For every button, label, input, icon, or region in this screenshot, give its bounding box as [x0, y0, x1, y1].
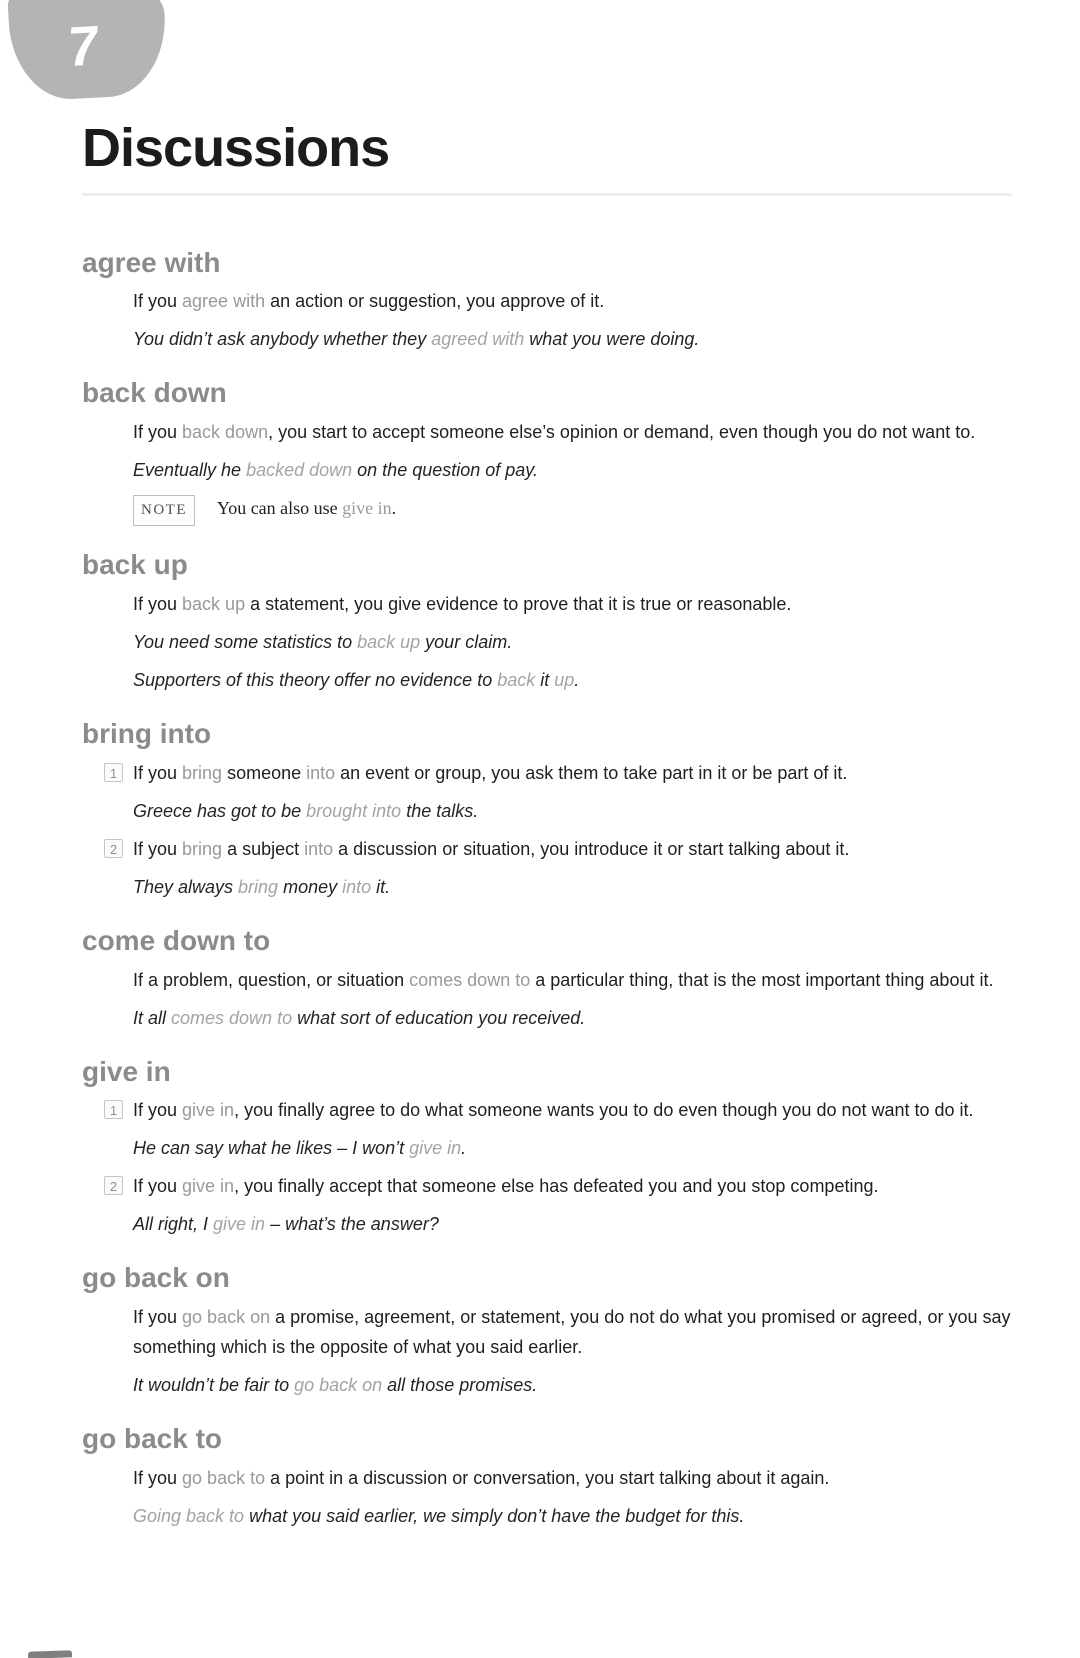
scan-corner-artifact: [28, 1650, 72, 1658]
entry-agree-with: [82, 248, 1080, 355]
text-segment: a statement, you give evidence to prove that it is true or reasonable.: [245, 594, 792, 615]
definition-text: [133, 758, 1012, 788]
text-segment: Eventually he: [133, 460, 247, 481]
text-segment: You can also use: [217, 498, 343, 519]
chapter-number-badge: [7, 0, 168, 102]
text-segment: a promise, agreement, or statement, you do not do what you promised or agreed, or you say something which is the opposite of what you said earlier.: [133, 1307, 1011, 1358]
entry-body: [82, 286, 1012, 354]
text-segment: .: [574, 670, 580, 691]
entry-body: [82, 965, 1012, 1033]
phrasal-verb-highlight: bring: [182, 838, 223, 859]
sense-row: [82, 1302, 1012, 1362]
phrasal-verb-highlight: back: [497, 670, 536, 691]
text-segment: a particular thing, that is the most important thing about it.: [530, 969, 994, 990]
entry-go-back-to: [82, 1424, 1080, 1531]
text-segment: All right, I: [133, 1214, 214, 1235]
text-segment: If you: [133, 762, 183, 783]
entry-body: [82, 1095, 1012, 1239]
text-segment: , you start to accept someone else’s opinion or demand, even though you do not want to.: [268, 422, 976, 443]
phrasal-verb-highlight: give in: [182, 1176, 235, 1197]
entry-give-in: [82, 1057, 1080, 1240]
text-segment: what you said earlier, we simply don’t have the budget for this.: [244, 1506, 745, 1527]
entry-body: [82, 589, 1012, 695]
definition-text: [133, 1171, 1012, 1201]
phrasal-verb-highlight: into: [306, 762, 336, 783]
entry-headword: go back to: [82, 1423, 223, 1455]
entry-headword: give in: [82, 1055, 171, 1087]
phrasal-verb-highlight: into: [304, 838, 334, 859]
text-segment: – what’s the answer?: [265, 1214, 439, 1235]
entry-body: [82, 1302, 1012, 1400]
entry-bring-into: [82, 719, 1080, 902]
text-segment: a point in a discussion or conversation, you start talking about it again.: [265, 1468, 830, 1489]
text-segment: If you: [133, 594, 183, 615]
text-segment: a subject: [222, 838, 305, 859]
text-segment: it.: [371, 876, 391, 897]
entry-headword: back down: [82, 377, 227, 409]
phrasal-verb-highlight: give in: [409, 1138, 462, 1159]
sense-row: [82, 1171, 1012, 1201]
note-text: [217, 493, 396, 523]
example-sentence: [133, 1133, 1012, 1163]
example-sentence: [133, 324, 1012, 354]
text-segment: Greece has got to be: [133, 800, 307, 821]
entry-go-back-on: [82, 1263, 1080, 1400]
text-segment: on the question of pay.: [352, 460, 538, 481]
definition-text: [133, 834, 1012, 864]
definition-text: [133, 417, 1012, 447]
text-segment: It all: [133, 1007, 172, 1028]
phrasal-verb-highlight: go back to: [182, 1468, 266, 1489]
text-segment: .: [461, 1138, 467, 1159]
example-sentence: [133, 796, 1012, 826]
text-segment: They always: [133, 876, 239, 897]
entry-headword: back up: [82, 549, 188, 581]
sense-row: [82, 834, 1012, 864]
entry-headword: come down to: [82, 924, 271, 956]
text-segment: your claim.: [420, 632, 513, 653]
text-segment: all those promises.: [382, 1375, 538, 1396]
text-segment: money: [278, 876, 343, 897]
sense-row: [82, 1463, 1012, 1493]
phrasal-verb-highlight: go back on: [182, 1307, 271, 1328]
text-segment: If you: [133, 422, 183, 443]
sense-row: [82, 965, 1012, 995]
text-segment: He can say what he likes – I won’t: [133, 1138, 410, 1159]
phrasal-verb-highlight: back up: [182, 594, 246, 615]
phrasal-verb-highlight: backed down: [246, 460, 353, 481]
entry-headword: go back on: [82, 1262, 230, 1294]
entry-back-up: [82, 550, 1080, 695]
text-segment: a discussion or situation, you introduce it or start talking about it.: [333, 838, 850, 859]
definition-text: [133, 965, 1012, 995]
definition-text: [133, 286, 1012, 316]
phrasal-verb-highlight: brought into: [306, 800, 402, 821]
text-segment: , you finally accept that someone else has defeated you and you stop competing.: [234, 1176, 879, 1197]
entry-headword: agree with: [82, 246, 221, 278]
example-sentence: [133, 1501, 1012, 1531]
phrasal-verb-highlight: agreed with: [431, 329, 525, 350]
example-sentence: [133, 455, 1012, 485]
text-segment: If you: [133, 1100, 183, 1121]
note-row: [133, 493, 1012, 526]
entry-list: [82, 248, 1080, 1531]
text-segment: You need some statistics to: [133, 632, 358, 653]
entry-body: [82, 417, 1012, 526]
definition-text: [133, 589, 1012, 619]
phrasal-verb-highlight: up: [554, 670, 575, 691]
sense-row: [82, 417, 1012, 447]
entry-back-down: [82, 378, 1080, 526]
text-segment: If you: [133, 291, 183, 312]
sense-number-box: 1: [104, 1100, 123, 1119]
definition-text: [133, 1302, 1012, 1362]
title-block: [82, 120, 1012, 196]
example-sentence: [133, 627, 1012, 657]
text-segment: .: [391, 498, 397, 519]
phrasal-verb-highlight: back down: [182, 422, 269, 443]
phrasal-verb-highlight: bring: [182, 762, 223, 783]
entry-body: [82, 758, 1012, 902]
text-segment: the talks.: [401, 800, 479, 821]
text-segment: what you were doing.: [524, 329, 700, 350]
phrasal-verb-highlight: give in: [182, 1100, 235, 1121]
phrasal-verb-highlight: agree with: [182, 291, 266, 312]
phrasal-verb-highlight: Going back to: [133, 1506, 245, 1527]
sense-row: [82, 758, 1012, 788]
phrasal-verb-highlight: comes down to: [171, 1007, 293, 1028]
entry-body: [82, 1463, 1012, 1531]
text-segment: If you: [133, 838, 183, 859]
phrasal-verb-highlight: into: [342, 876, 372, 897]
text-segment: , you finally agree to do what someone wants you to do even though you do not want to do it.: [234, 1100, 974, 1121]
note-label-box: NOTE: [133, 495, 195, 526]
sense-row: [82, 286, 1012, 316]
phrasal-verb-highlight: give in: [213, 1214, 266, 1235]
entry-come-down-to: [82, 926, 1080, 1033]
phrasal-verb-highlight: comes down to: [409, 969, 531, 990]
text-segment: it: [535, 670, 555, 691]
example-sentence: [133, 872, 1012, 902]
sense-number-box: 1: [104, 763, 123, 782]
text-segment: an event or group, you ask them to take part in it or be part of it.: [335, 762, 848, 783]
definition-text: [133, 1095, 1012, 1125]
text-segment: If a problem, question, or situation: [133, 969, 410, 990]
text-segment: someone: [222, 762, 307, 783]
text-segment: Supporters of this theory offer no evidence to: [133, 670, 498, 691]
example-sentence: [133, 1003, 1012, 1033]
phrasal-verb-highlight: give in: [342, 498, 392, 519]
example-sentence: [133, 1209, 1012, 1239]
text-segment: what sort of education you received.: [292, 1007, 586, 1028]
chapter-number: 7: [66, 13, 102, 79]
text-segment: If you: [133, 1307, 183, 1328]
definition-text: [133, 1463, 1012, 1493]
sense-row: [82, 589, 1012, 619]
example-sentence: [133, 1370, 1012, 1400]
phrasal-verb-highlight: bring: [238, 876, 279, 897]
sense-number-box: 2: [104, 1176, 123, 1195]
sense-number-box: 2: [104, 839, 123, 858]
page-title: Discussions: [82, 118, 390, 178]
phrasal-verb-highlight: go back on: [294, 1375, 383, 1396]
example-sentence: [133, 665, 1012, 695]
entry-headword: bring into: [82, 718, 212, 750]
sense-row: [82, 1095, 1012, 1125]
text-segment: an action or suggestion, you approve of it.: [265, 291, 605, 312]
phrasal-verb-highlight: back up: [357, 632, 421, 653]
text-segment: If you: [133, 1176, 183, 1197]
text-segment: It wouldn’t be fair to: [133, 1375, 295, 1396]
text-segment: If you: [133, 1468, 183, 1489]
text-segment: You didn’t ask anybody whether they: [133, 329, 432, 350]
